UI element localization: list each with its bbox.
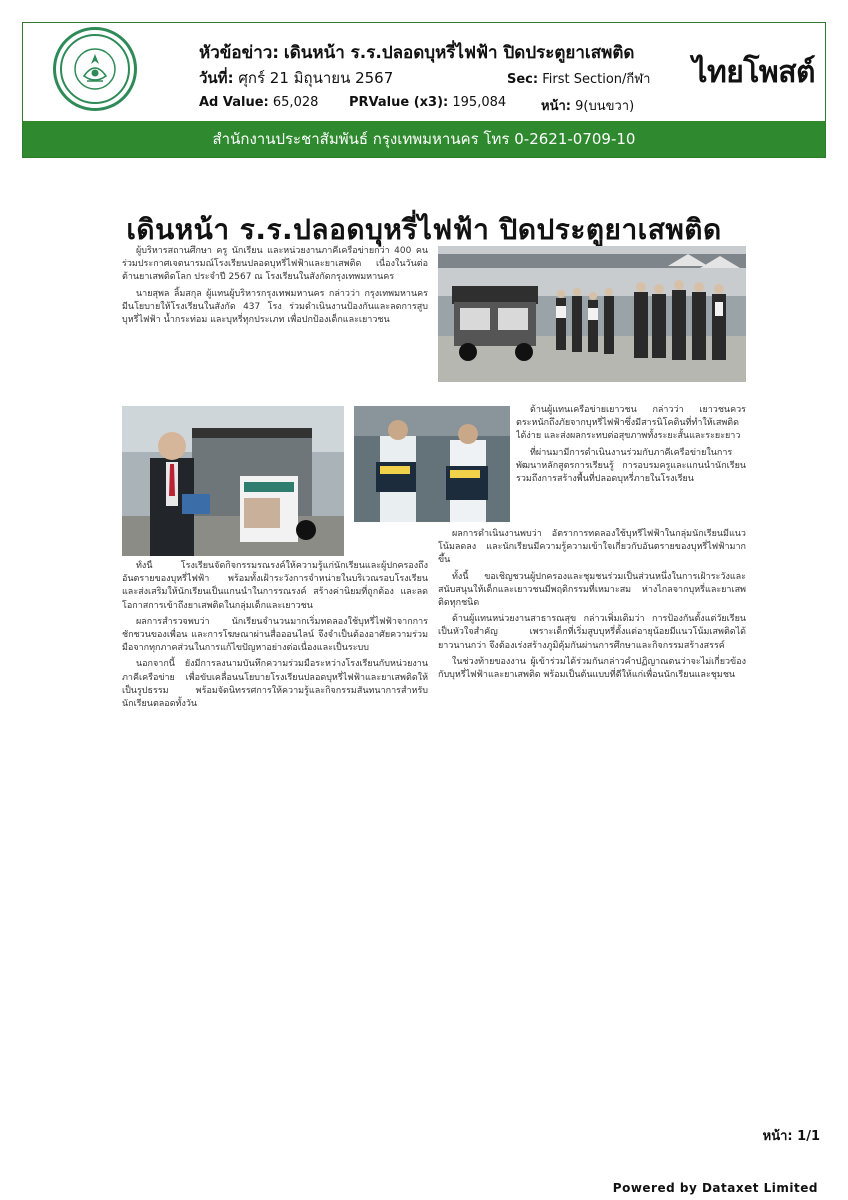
pr-value-label: PRValue (x3): <box>349 95 449 110</box>
article-title: เดินหน้า ร.ร.ปลอดบุหรี่ไฟฟ้า ปิดประตูยาเสพติด <box>126 213 722 246</box>
article-paragraph: ทั้งนี้ ขอเชิญชวนผู้ปกครองและชุมชนร่วมเป็นส่วนหนึ่งในการเฝ้าระวังและสนับสนุนให้เด็กและเยาวชนมีพฤติกรรมที่เหมาะสม ห่างไกลจากบุหรี่และยาเสพติดทุกชนิด <box>438 571 746 609</box>
section-value: First Section/กีฬา <box>542 72 651 87</box>
article-paragraph: ผู้บริหารสถานศึกษา ครู นักเรียน และหน่วยงานภาคีเครือข่ายกว่า 400 คน ร่วมประกาศเจตนารมณ์โรงเรียนปลอดบุหรี่ไฟฟ้าและยาเสพติด เนื่องในวันต่อต้านยาเสพติดโลก ประจำปี 2567 ณ โรงเรียนในสังกัดกรุงเทพมหานคร <box>122 246 428 283</box>
page-count: หน้า: 1/1 <box>762 1129 820 1144</box>
article-paragraph: ผลการดำเนินงานพบว่า อัตราการทดลองใช้บุหรี่ไฟฟ้าในกลุ่มนักเรียนมีแนวโน้มลดลง และนักเรียนมีความรู้ความเข้าใจเกี่ยวกับอันตรายของบุหรี่ไฟฟ้ามากขึ้น <box>438 529 746 566</box>
article-paragraph: ด้านผู้แทนหน่วยงานสาธารณสุข กล่าวเพิ่มเติมว่า การป้องกันตั้งแต่วัยเรียนเป็นหัวใจสำคัญ เพราะเด็กที่เริ่มสูบบุหรี่ตั้งแต่อายุน้อยมีแนวโน้มเสพติดได้ยาวนานกว่า จึงต้องเร่งสร้างภูมิคุ้มกันผ่านการศึกษาและกิจกรรมสร้างสรรค์ <box>438 614 746 651</box>
page-label: หน้า: <box>541 99 571 114</box>
ad-value: 65,028 <box>272 95 319 110</box>
pr-value-row <box>349 95 506 110</box>
date-value: ศุกร์ 21 มิถุนายน 2567 <box>238 69 394 87</box>
article-intro <box>122 245 428 403</box>
article-paragraph: ที่ผ่านมามีการดำเนินงานร่วมกับภาคีเครือข่ายในการพัฒนาหลักสูตรการเรียนรู้ การอบรมครูและแกนนำนักเรียน รวมถึงการสร้างพื้นที่ปลอดบุหรี่ภายในโรงเรียน <box>516 447 746 485</box>
bangkok-seal-icon <box>53 27 137 111</box>
masthead-logo: ไทยโพสต์ <box>692 55 815 90</box>
article-column-left <box>122 560 428 1108</box>
date-label: วันที่: <box>199 69 234 87</box>
photo-official-poster <box>122 406 344 556</box>
article-paragraph: นอกจากนี้ ยังมีการลงนามบันทึกความร่วมมือระหว่างโรงเรียนกับหน่วยงานภาคีเครือข่าย เพื่อขับเคลื่อนนโยบายโรงเรียนปลอดบุหรี่ไฟฟ้าและยาเสพติดให้เป็นรูปธรรม พร้อมจัดนิทรรศการให้ความรู้และกิจกรรมสันทนาการสำหรับนักเรียนตลอดทั้งวัน <box>122 659 428 710</box>
article-paragraph: ทั้งนี้ โรงเรียนจัดกิจกรรมรณรงค์ให้ความรู้แก่นักเรียนและผู้ปกครองถึงอันตรายของบุหรี่ไฟฟ้า พร้อมทั้งเฝ้าระวังการจำหน่ายในบริเวณรอบโรงเรียน และส่งเสริมให้นักเรียนเป็นแกนนำในการรณรงค์ สร้างค่านิยมที่ถูกต้อง และลดโอกาสการเข้าถึงยาเสพติดในกลุ่มเด็กและเยาวชน <box>122 561 428 611</box>
article-paragraph: นายสุพล ลิ้มสกุล ผู้แทนผู้บริหารกรุงเทพมหานคร กล่าวว่า กรุงเทพมหานครมีนโยบายให้โรงเรียนในสังกัด 437 โรง ร่วมดำเนินงานป้องกันและลดการสูบบุหรี่ไฟฟ้า น้ำกระท่อม และบุหรี่ทุกประเภท เพื่อปกป้องเด็กและเยาวชน <box>122 288 428 326</box>
section-label: Sec: <box>507 72 539 87</box>
section-row <box>507 68 650 89</box>
photo-tuktuk-crowd <box>438 246 746 382</box>
pr-value: 195,084 <box>452 95 507 110</box>
powered-by: Powered by Dataxet Limited <box>612 1181 818 1195</box>
photo-students-posters <box>354 406 510 522</box>
page-row <box>541 95 634 116</box>
article-paragraph: ในช่วงท้ายของงาน ผู้เข้าร่วมได้ร่วมกันกล่าวคำปฏิญาณตนว่าจะไม่เกี่ยวข้องกับบุหรี่ไฟฟ้าและยาเสพติด พร้อมเป็นต้นแบบที่ดีให้แก่เพื่อนนักเรียนและชุมชน <box>438 656 746 681</box>
article-column-right-top <box>516 404 746 524</box>
date-row <box>199 66 393 90</box>
article-paragraph: ผลการสำรวจพบว่า นักเรียนจำนวนมากเริ่มทดลองใช้บุหรี่ไฟฟ้าจากการชักชวนของเพื่อน และการโฆษณาผ่านสื่อออนไลน์ จึงจำเป็นต้องอาศัยความร่วมมือจากทุกภาคส่วนในการแก้ไขปัญหาอย่างต่อเนื่องและเป็นระบบ <box>122 616 428 654</box>
office-banner: สำนักงานประชาสัมพันธ์ กรุงเทพมหานคร โทร 0-2621-0709-10 <box>23 121 825 157</box>
ad-value-label: Ad Value: <box>199 95 269 110</box>
headline-label: หัวข้อข่าว: <box>199 43 280 63</box>
clipping-header <box>22 22 826 158</box>
ad-value-row <box>199 95 318 110</box>
page-value: 9(บนขวา) <box>575 99 635 114</box>
headline-row <box>199 39 634 66</box>
headline-text: เดินหน้า ร.ร.ปลอดบุหรี่ไฟฟ้า ปิดประตูยาเสพติด <box>283 43 635 63</box>
article-column-right <box>438 528 746 1108</box>
article-paragraph: ด้านผู้แทนเครือข่ายเยาวชน กล่าวว่า เยาวชนควรตระหนักถึงภัยจากบุหรี่ไฟฟ้าซึ่งมีสารนิโคตินที่ทำให้เสพติดได้ง่าย และส่งผลกระทบต่อสุขภาพทั้งระยะสั้นและระยะยาว <box>516 405 746 442</box>
